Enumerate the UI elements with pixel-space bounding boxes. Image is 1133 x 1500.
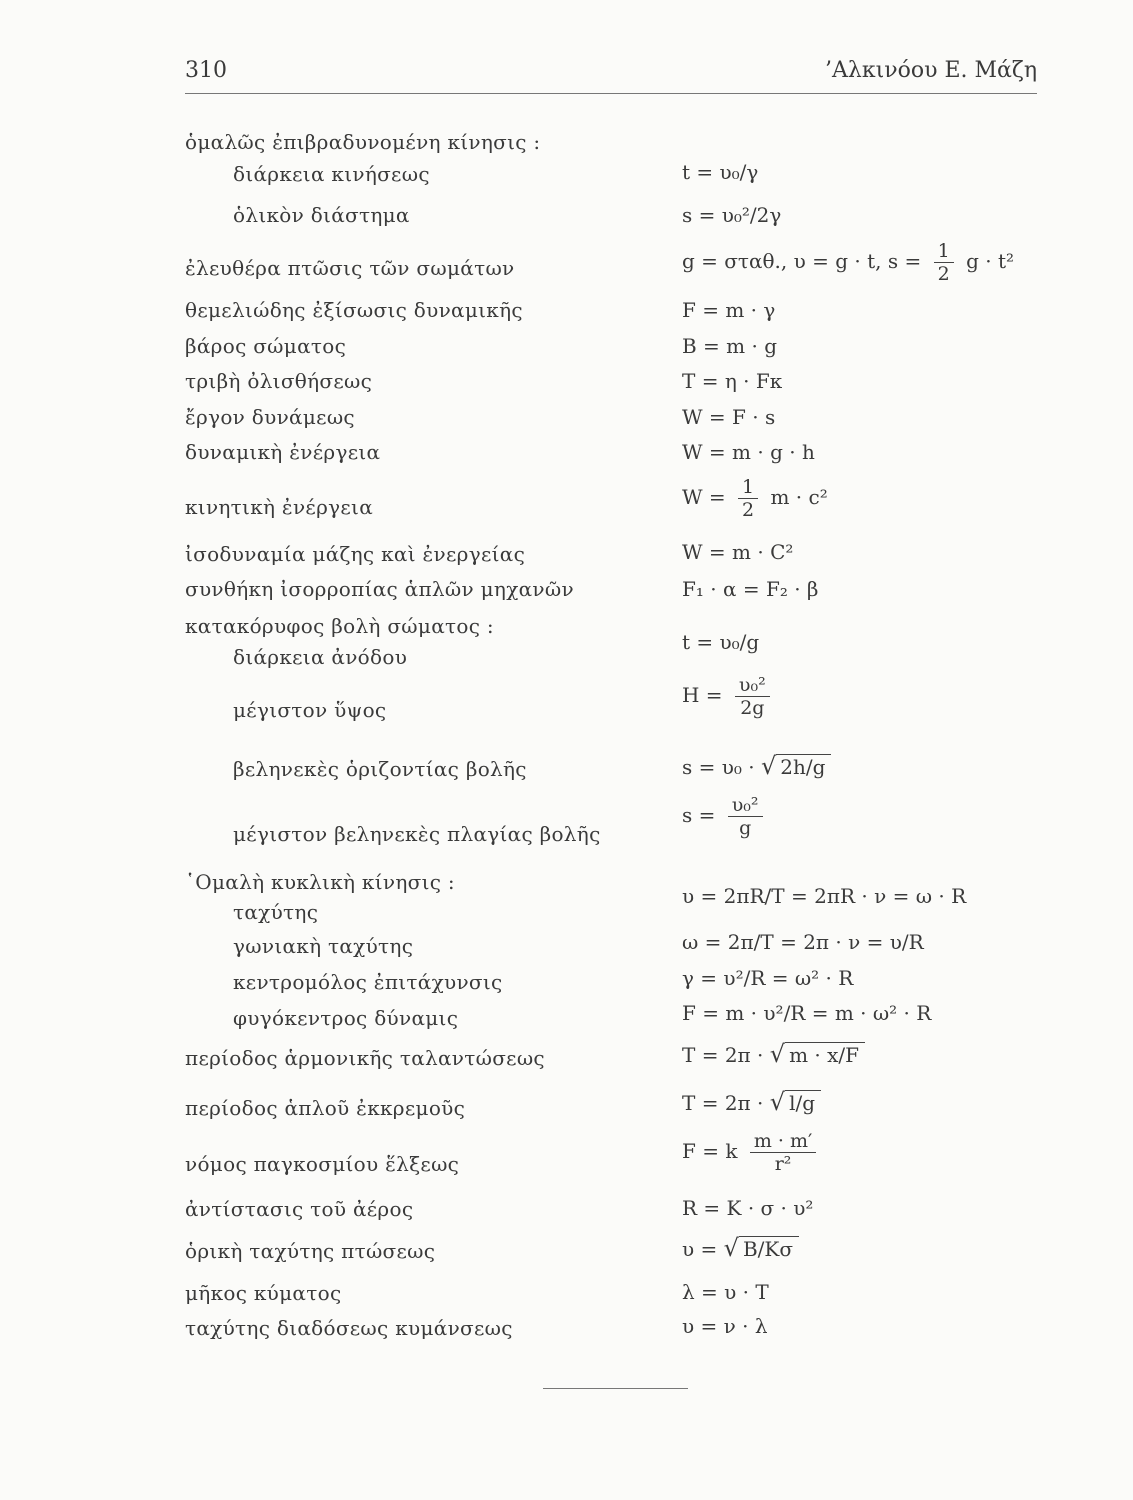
formula: γ = υ²/R = ω² · R — [682, 966, 854, 990]
formula: t = υ₀/γ — [682, 160, 759, 184]
term-label: γωνιακὴ ταχύτης — [233, 934, 414, 958]
term-label: δυναμικὴ ἐνέργεια — [185, 440, 381, 464]
term-label: περίοδος ἁρμονικῆς ταλαντώσεως — [185, 1046, 545, 1070]
formula: W = m · g · h — [682, 440, 815, 464]
formula-part: s = υ₀ · — [682, 755, 755, 779]
radicand: m · x/F — [785, 1042, 865, 1067]
term-label: ταχύτης διαδόσεως κυμάνσεως — [185, 1316, 513, 1340]
formula: s = υ₀²/2γ — [682, 203, 782, 227]
formula: R = K · σ · υ² — [682, 1196, 814, 1220]
radical-sign: √ — [769, 1088, 786, 1116]
radicand: 2h/g — [776, 754, 831, 779]
formula — [682, 1040, 865, 1068]
formula-part: T = 2π · — [682, 1043, 764, 1067]
term-label: βάρος σώματος — [185, 334, 347, 358]
numerator: 1 — [937, 240, 950, 262]
term-label: κεντρομόλος ἐπιτάχυνσις — [233, 970, 503, 994]
formula: T = η · Fκ — [682, 369, 783, 393]
formula-part: F = k — [682, 1139, 738, 1163]
formula: υ = ν · λ — [682, 1314, 768, 1338]
header-rule — [185, 93, 1037, 94]
term-label: ὁλικὸν διάστημα — [233, 203, 410, 227]
formula: υ = 2πR/T = 2πR · ν = ω · R — [682, 884, 967, 908]
fraction — [728, 794, 763, 839]
formula — [682, 240, 1014, 285]
term-label: βεληνεκὲς ὁριζοντίας βολῆς — [233, 757, 527, 781]
formula — [682, 752, 831, 780]
term-label: ἰσοδυναμία μάζης καὶ ἐνεργείας — [185, 542, 526, 566]
formula: F₁ · α = F₂ · β — [682, 577, 819, 601]
term-label: φυγόκεντρος δύναμις — [233, 1006, 459, 1030]
term-label: ταχύτης — [233, 900, 319, 924]
formula: F = m · γ — [682, 298, 776, 322]
formula-part: H = — [682, 683, 723, 707]
formula — [682, 1088, 821, 1116]
formula-part: υ = — [682, 1237, 718, 1261]
term-label: ἔργον δυνάμεως — [185, 405, 355, 429]
numerator: υ₀² — [738, 674, 766, 696]
fraction — [735, 674, 770, 719]
term-label: διάρκεια κινήσεως — [233, 162, 430, 186]
running-title: ’Αλκινόου Ε. Μάζη — [825, 58, 1037, 83]
term-label: μῆκος κύματος — [185, 1281, 342, 1305]
term-label: θεμελιώδης ἐξίσωσις δυναμικῆς — [185, 298, 523, 322]
denominator: r² — [750, 1152, 816, 1175]
section-heading: ῾Ομαλὴ κυκλικὴ κίνησις : — [185, 870, 455, 894]
formula — [682, 1234, 799, 1262]
formula-part: m · c² — [770, 485, 828, 509]
formula-part: s = — [682, 803, 716, 827]
formula: ω = 2π/T = 2π · ν = υ/R — [682, 930, 924, 954]
formula: F = m · υ²/R = m · ω² · R — [682, 1001, 932, 1025]
page-header — [185, 52, 1037, 92]
radicand: B/Kσ — [739, 1236, 799, 1261]
section-heading: κατακόρυφος βολὴ σώματος : — [185, 614, 494, 638]
denominator: 2 — [738, 498, 758, 521]
formula — [682, 794, 769, 839]
formula-part: W = — [682, 485, 726, 509]
term-label: ἀντίστασις τοῦ ἀέρος — [185, 1197, 414, 1221]
radicand: l/g — [785, 1090, 821, 1115]
term-label: ἐλευθέρα πτῶσις τῶν σωμάτων — [185, 256, 515, 280]
radical-sign: √ — [761, 752, 777, 780]
formula: W = m · C² — [682, 540, 794, 564]
radical-sign: √ — [769, 1040, 786, 1068]
numerator: υ₀² — [731, 794, 759, 816]
denominator: 2g — [735, 696, 770, 719]
term-label: τριβὴ ὀλισθήσεως — [185, 369, 373, 393]
formula — [682, 476, 828, 521]
formula: W = F · s — [682, 405, 776, 429]
fraction — [934, 240, 954, 285]
page-number: 310 — [185, 58, 227, 83]
fraction — [738, 476, 758, 521]
term-label: μέγιστον ὕψος — [233, 698, 387, 722]
formula-part: g · t² — [966, 249, 1014, 273]
section-heading: ὁμαλῶς ἐπιβραδυνομένη κίνησις : — [185, 130, 541, 154]
formula-part: g = σταθ., υ = g · t, s = — [682, 249, 922, 273]
denominator: g — [728, 816, 763, 839]
formula — [682, 1130, 822, 1175]
term-label: διάρκεια ἀνόδου — [233, 645, 408, 669]
formula: t = υ₀/g — [682, 630, 760, 654]
footer-rule — [543, 1388, 688, 1389]
formula: λ = υ · T — [682, 1280, 769, 1304]
term-label: συνθήκη ἰσορροπίας ἁπλῶν μηχανῶν — [185, 577, 574, 601]
radical-sign: √ — [723, 1234, 739, 1262]
formula: B = m · g — [682, 334, 778, 358]
term-label: μέγιστον βεληνεκὲς πλαγίας βολῆς — [233, 822, 601, 846]
fraction — [750, 1130, 816, 1175]
formula — [682, 674, 776, 719]
numerator: m · m′ — [753, 1130, 813, 1152]
numerator: 1 — [742, 476, 755, 498]
denominator: 2 — [934, 262, 954, 285]
term-label: ὁρικὴ ταχύτης πτώσεως — [185, 1239, 436, 1263]
term-label: περίοδος ἁπλοῦ ἐκκρεμοῦς — [185, 1096, 466, 1120]
formula-part: T = 2π · — [682, 1091, 764, 1115]
term-label: νόμος παγκοσμίου ἕλξεως — [185, 1152, 460, 1176]
term-label: κινητικὴ ἐνέργεια — [185, 495, 374, 519]
